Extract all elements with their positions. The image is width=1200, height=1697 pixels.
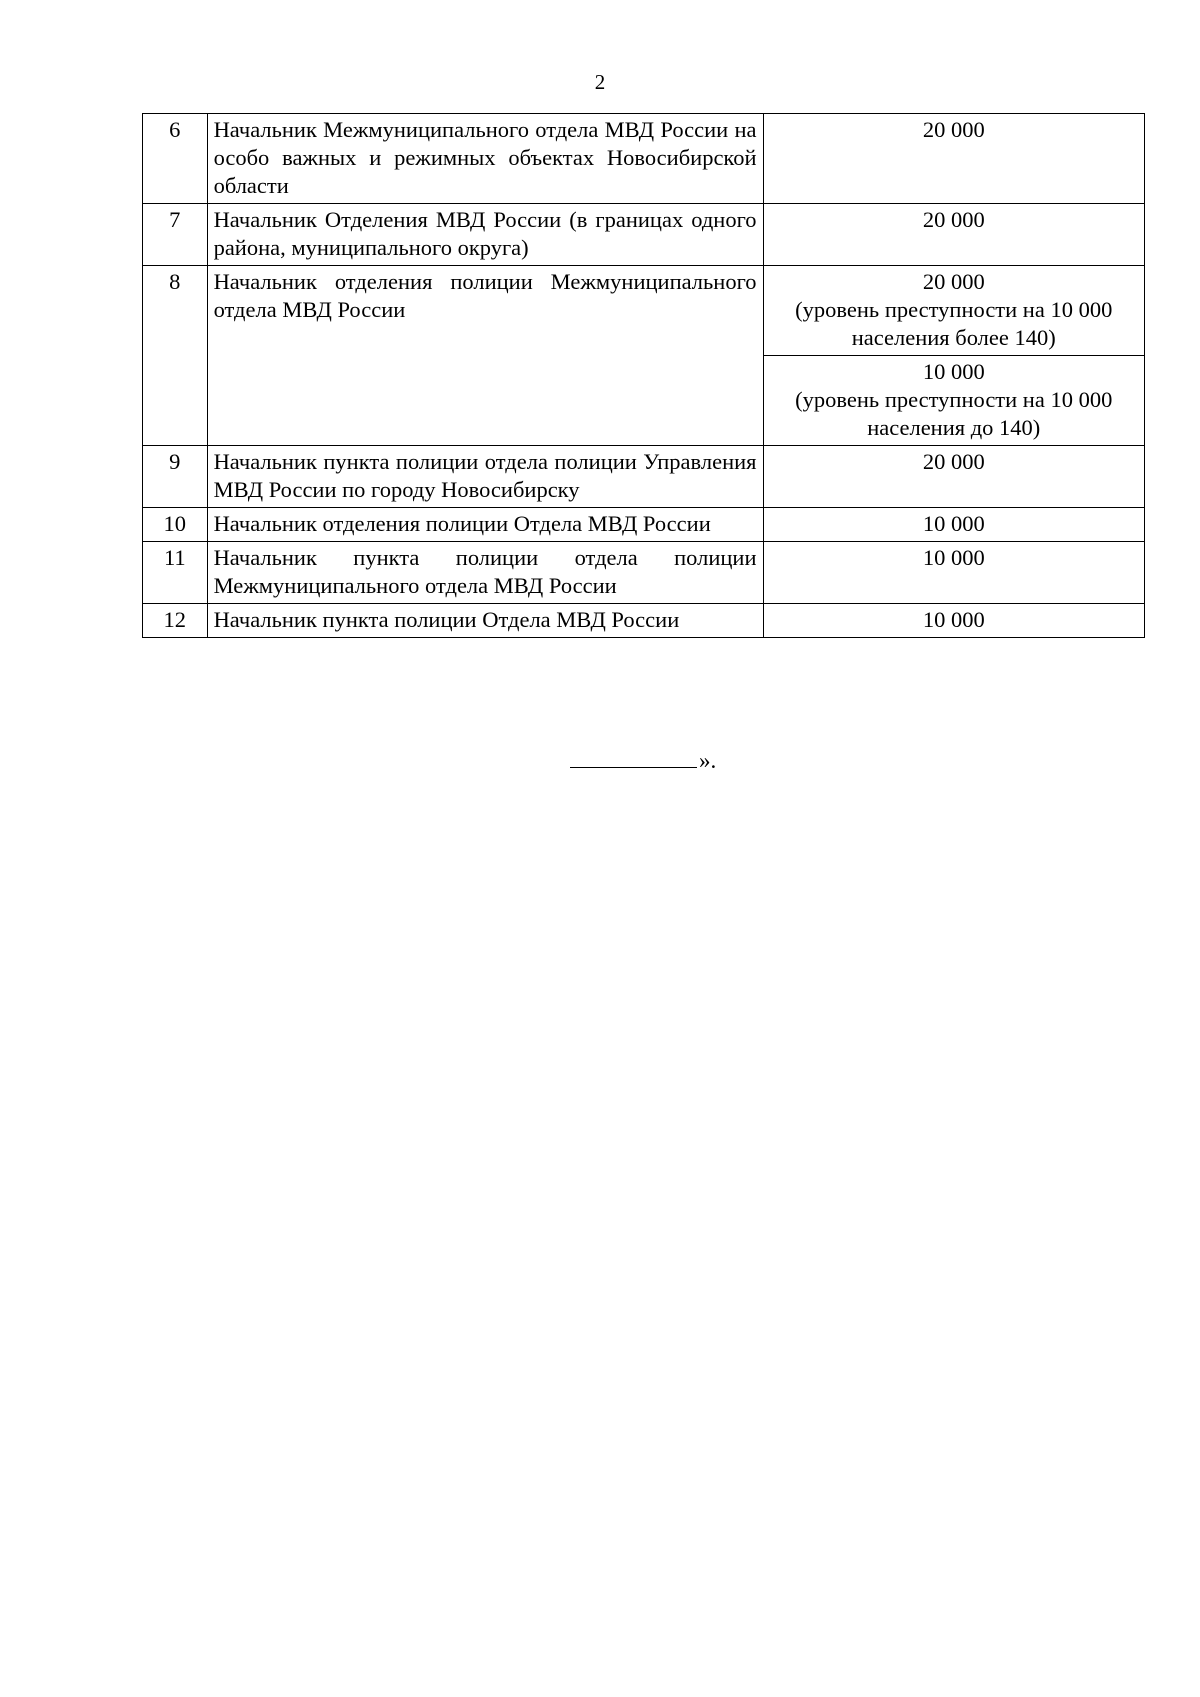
row-number: 6 (143, 114, 208, 204)
position-title: Начальник Межмуниципального отдела МВД России на особо важных и режимных объектах Новосибирской области (207, 114, 763, 204)
closing-mark (570, 745, 716, 774)
position-title: Начальник пункта полиции Отдела МВД России (207, 604, 763, 638)
page-number: 2 (594, 70, 606, 94)
amount-cell (763, 266, 1144, 356)
position-title: Начальник Отделения МВД России (в границах одного района, муниципального округа) (207, 204, 763, 266)
table-row (143, 446, 1145, 508)
amount-cell (763, 604, 1144, 638)
amount-value: 20 000 (922, 269, 985, 294)
amount-value: 20 000 (922, 117, 985, 142)
table-row (143, 542, 1145, 604)
table-row (143, 114, 1145, 204)
amount-cell (763, 508, 1144, 542)
amount-cell (763, 356, 1144, 446)
row-number: 10 (143, 508, 208, 542)
amount-cell (763, 542, 1144, 604)
table-row (143, 204, 1145, 266)
position-title: Начальник пункта полиции отдела полиции Управления МВД России по городу Новосибирску (207, 446, 763, 508)
position-title: Начальник пункта полиции отдела полиции Межмуниципального отдела МВД России (207, 542, 763, 604)
closing-quote: ». (699, 748, 717, 773)
row-number: 11 (143, 542, 208, 604)
table-row (143, 604, 1145, 638)
table-row (143, 266, 1145, 356)
amount-condition-note: (уровень преступности на 10 000 населения до 140) (795, 387, 1113, 440)
amount-cell (763, 114, 1144, 204)
allowance-table (142, 113, 1145, 638)
row-number: 7 (143, 204, 208, 266)
amount-value: 20 000 (922, 207, 985, 232)
amount-cell (763, 204, 1144, 266)
amount-value: 20 000 (922, 449, 985, 474)
amount-value: 10 000 (922, 359, 985, 384)
closing-underline (570, 745, 697, 768)
amount-value: 10 000 (922, 545, 985, 570)
row-number: 8 (143, 266, 208, 446)
row-number: 12 (143, 604, 208, 638)
amount-condition-note: (уровень преступности на 10 000 населения более 140) (795, 297, 1113, 350)
row-number: 9 (143, 446, 208, 508)
amount-value: 10 000 (922, 511, 985, 536)
amount-cell (763, 446, 1144, 508)
position-title: Начальник отделения полиции Отдела МВД России (207, 508, 763, 542)
position-title: Начальник отделения полиции Межмуниципального отдела МВД России (207, 266, 763, 446)
amount-value: 10 000 (922, 607, 985, 632)
table-row (143, 508, 1145, 542)
